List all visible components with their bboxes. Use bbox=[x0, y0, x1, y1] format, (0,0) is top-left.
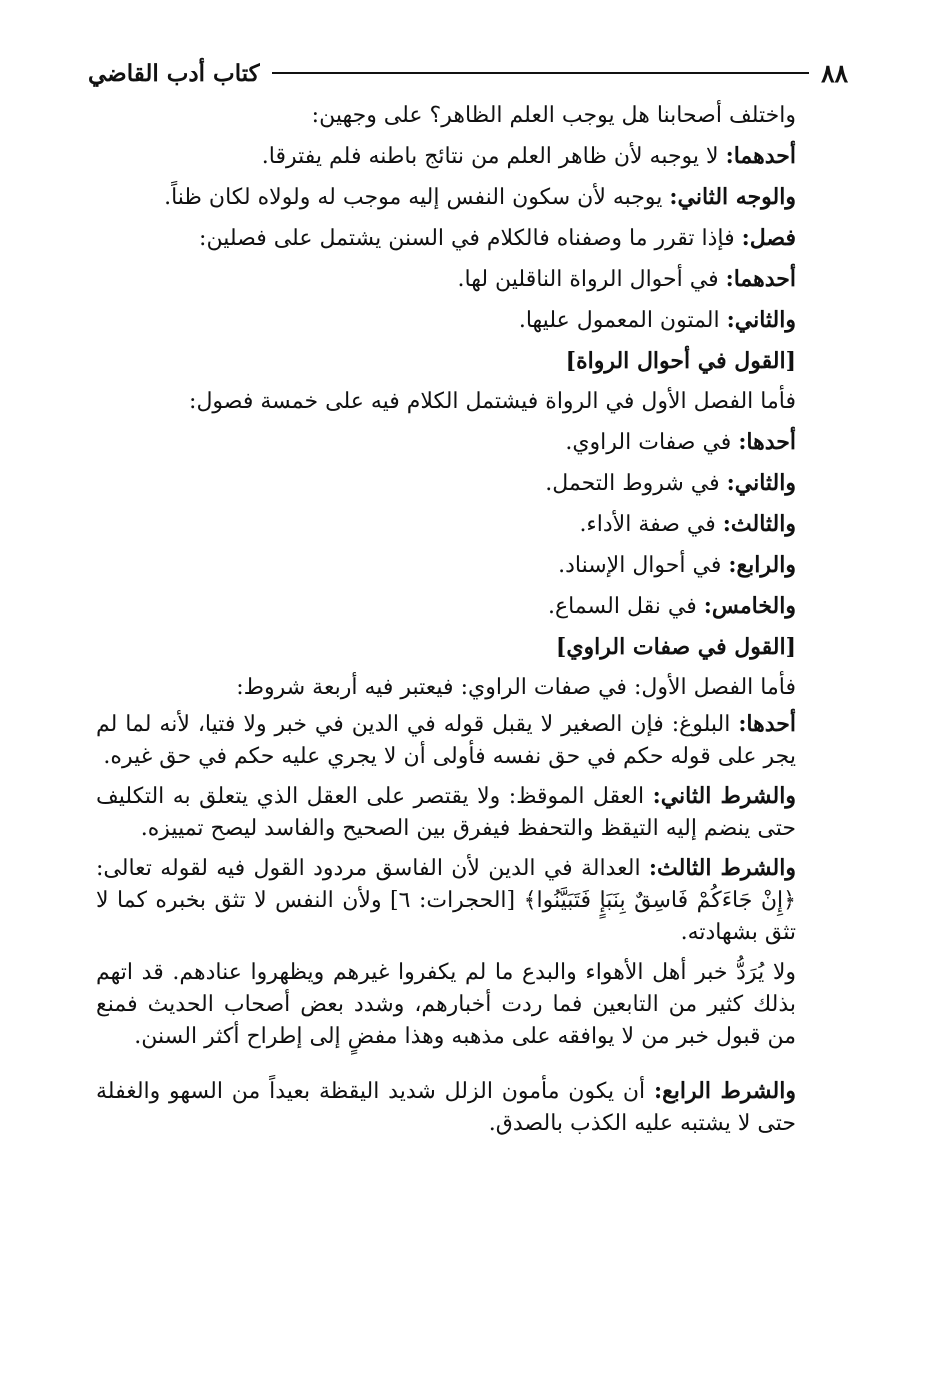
section-heading: [القول في صفات الراوي] bbox=[555, 634, 796, 660]
header-rule bbox=[272, 72, 810, 74]
page-header bbox=[88, 56, 848, 90]
paragraph: أحدها: البلوغ: فإن الصغير لا يقبل قوله في الدين في خبر ولا فتيا، لأنه لما لم يجر على قوله حكم في حق نفسه فأولى أن لا يجري عليه حكم في حق غيره. bbox=[96, 711, 796, 769]
text-line: والثاني: المتون المعمول عليها. bbox=[518, 307, 796, 333]
text-line: والرابع: في أحوال الإسناد. bbox=[558, 552, 796, 578]
paragraph: والشرط الثالث: العدالة في الدين لأن الفاسق مردود القول فيه لقوله تعالى: ﴿إِنْ جَاءَكُمْ فَاسِقٌ بِنَبَإٍ فَتَبَيَّنُوا﴾ [الحجرات: ٦] ولأن النفس لا تثق بخبره كما لا تثق بشهادته. bbox=[96, 855, 797, 945]
text-line: أحدها: في صفات الراوي. bbox=[565, 429, 796, 455]
paragraph: ولا يُرَدُّ خبر أهل الأهواء والبدع ما لم يكفروا غيرهم ويظهروا عنادهم. قد اتهم بذلك كثير من التابعين فما ردت أخبارهم، وشدد بعض أصحاب الحديث فمنع من قبول خبر من لا يوافقه على مذهبه وهذا مفضٍ إلى إطراح أكثر السنن. bbox=[96, 960, 796, 1049]
text-line: فأما الفصل الأول: في صفات الراوي: فيعتبر فيه أربعة شروط: bbox=[236, 675, 796, 700]
text-line: فصل: فإذا تقرر ما وصفناه فالكلام في السنن يشتمل على فصلين: bbox=[199, 225, 796, 251]
text-line: واختلف أصحابنا هل يوجب العلم الظاهر؟ على وجهين: bbox=[311, 103, 796, 128]
page-body bbox=[96, 95, 796, 1147]
text-line: أحدهما: في أحوال الرواة الناقلين لها. bbox=[457, 266, 796, 292]
text-line: والوجه الثاني: يوجبه لأن سكون النفس إليه موجب له ولولاه لكان ظناً. bbox=[164, 184, 796, 210]
section-heading: [القول في أحوال الرواة] bbox=[565, 348, 796, 374]
paragraph: والشرط الرابع: أن يكون مأمون الزلل شديد اليقظة بعيداً من السهو والغفلة حتى لا يشتبه عليه الكذب بالصدق. bbox=[96, 1078, 796, 1136]
text-line: والثاني: في شروط التحمل. bbox=[545, 470, 796, 496]
text-line: والخامس: في نقل السماع. bbox=[547, 593, 796, 619]
text-line: أحدهما: لا يوجبه لأن ظاهر العلم من نتائج باطنه فلم يفترقا. bbox=[261, 143, 796, 169]
text-line: فأما الفصل الأول في الرواة فيشتمل الكلام فيه على خمسة فصول: bbox=[189, 389, 796, 414]
book-title: كتاب أدب القاضي bbox=[88, 59, 260, 87]
page-number: ٨٨ bbox=[821, 58, 848, 88]
paragraph: والشرط الثاني: العقل الموقظ: ولا يقتصر على العقل الذي يتعلق به التكليف حتى ينضم إليه التيقظ والتحفظ فيفرق بين الصحيح والفاسد ليصح تمييزه. bbox=[96, 783, 796, 841]
text-line: والثالث: في صفة الأداء. bbox=[579, 511, 796, 537]
